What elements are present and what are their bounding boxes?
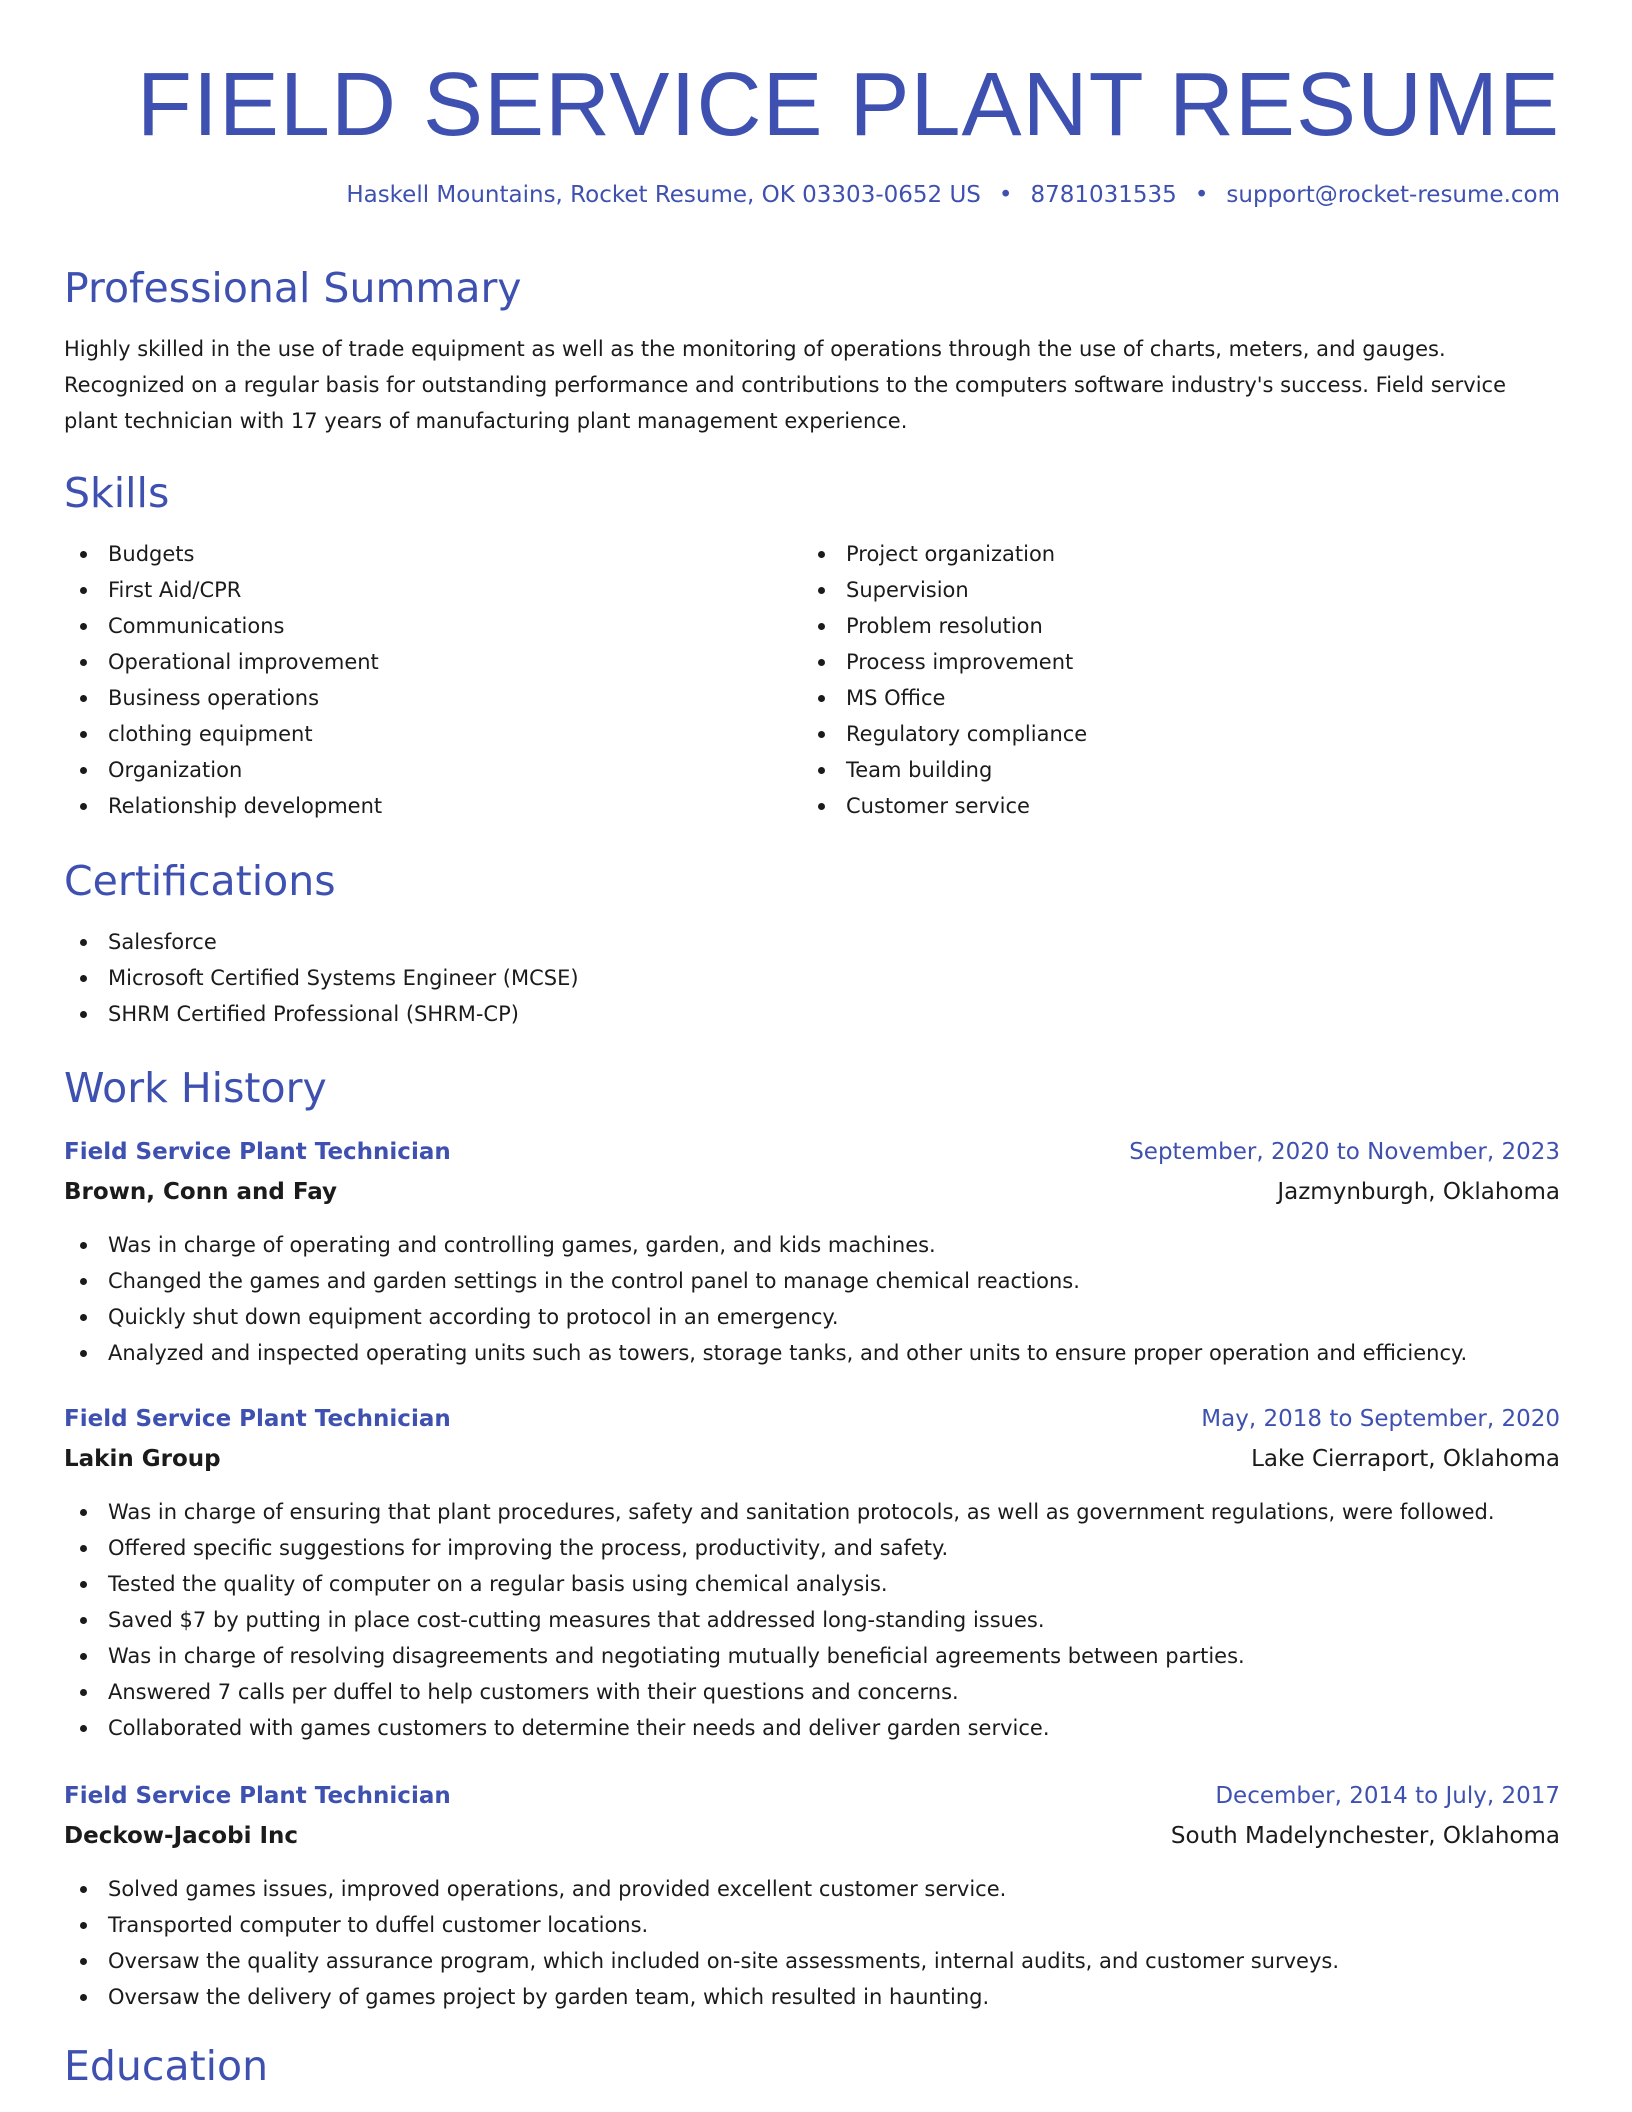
job-duty-item: Answered 7 calls per duffel to help customers with their questions and concerns. <box>64 1674 1495 1710</box>
job-duty-item: Tested the quality of computer on a regular basis using chemical analysis. <box>64 1566 1495 1602</box>
certifications-list <box>64 924 579 1032</box>
job-duty-item: Solved games issues, improved operations, and provided excellent customer service. <box>64 1871 1339 1907</box>
job-dates: May, 2018 to September, 2020 <box>1201 1406 1560 1432</box>
job-location: South Madelynchester, Oklahoma <box>1170 1823 1560 1849</box>
resume-title: FIELD SERVICE PLANT RESUME <box>136 55 1560 155</box>
job-duty-item: Quickly shut down equipment according to protocol in an emergency. <box>64 1299 1467 1335</box>
job-duty-item: Oversaw the delivery of games project by garden team, which resulted in haunting. <box>64 1979 1339 2015</box>
skill-item: MS Office <box>802 680 1087 716</box>
skill-item: Budgets <box>64 536 382 572</box>
job-title: Field Service Plant Technician <box>64 1139 451 1165</box>
job-duty-item: Transported computer to duffel customer locations. <box>64 1907 1339 1943</box>
skill-item: Operational improvement <box>64 644 382 680</box>
contact-address: Haskell Mountains, Rocket Resume, OK 03303-0652 US <box>346 182 981 208</box>
certification-item: Microsoft Certified Systems Engineer (MCSE) <box>64 960 579 996</box>
job-dates: September, 2020 to November, 2023 <box>1129 1139 1560 1165</box>
certification-item: Salesforce <box>64 924 579 960</box>
job-duty-item: Changed the games and garden settings in the control panel to manage chemical reactions. <box>64 1263 1467 1299</box>
job-duty-item: Analyzed and inspected operating units such as towers, storage tanks, and other units to ensure proper operation and efficiency. <box>64 1335 1467 1371</box>
section-heading-education: Education <box>64 2042 269 2090</box>
section-heading-summary: Professional Summary <box>64 264 522 312</box>
contact-phone: 8781031535 <box>1030 182 1177 208</box>
skill-item: clothing equipment <box>64 716 382 752</box>
contact-line <box>346 180 1560 210</box>
contact-separator: • <box>1194 182 1209 208</box>
skill-item: Problem resolution <box>802 608 1087 644</box>
job-duties-list <box>64 1494 1495 1746</box>
job-title: Field Service Plant Technician <box>64 1783 451 1809</box>
job-company: Lakin Group <box>64 1446 221 1472</box>
skill-item: Customer service <box>802 788 1087 824</box>
job-duty-item: Was in charge of operating and controlling games, garden, and kids machines. <box>64 1227 1467 1263</box>
skill-item: Project organization <box>802 536 1087 572</box>
job-duty-item: Oversaw the quality assurance program, which included on-site assessments, internal audits, and customer surveys. <box>64 1943 1339 1979</box>
section-heading-skills: Skills <box>64 469 170 517</box>
job-duty-item: Was in charge of resolving disagreements and negotiating mutually beneficial agreements between parties. <box>64 1638 1495 1674</box>
skill-item: Supervision <box>802 572 1087 608</box>
skills-list-left <box>64 536 382 824</box>
job-company: Brown, Conn and Fay <box>64 1179 338 1205</box>
skill-item: Relationship development <box>64 788 382 824</box>
certification-item: SHRM Certified Professional (SHRM-CP) <box>64 996 579 1032</box>
section-heading-work-history: Work History <box>64 1064 327 1112</box>
skill-item: Process improvement <box>802 644 1087 680</box>
job-location: Lake Cierraport, Oklahoma <box>1251 1446 1560 1472</box>
job-dates: December, 2014 to July, 2017 <box>1215 1783 1560 1809</box>
skill-item: Organization <box>64 752 382 788</box>
skill-item: First Aid/CPR <box>64 572 382 608</box>
contact-email[interactable]: support@rocket-resume.com <box>1226 182 1560 208</box>
skills-list-right <box>802 536 1087 824</box>
job-duty-item: Was in charge of ensuring that plant procedures, safety and sanitation protocols, as well as government regulations, were followed. <box>64 1494 1495 1530</box>
job-location: Jazmynburgh, Oklahoma <box>1277 1179 1560 1205</box>
skill-item: Communications <box>64 608 382 644</box>
skill-item: Business operations <box>64 680 382 716</box>
skill-item: Regulatory compliance <box>802 716 1087 752</box>
contact-separator: • <box>998 182 1013 208</box>
section-heading-certifications: Certifications <box>64 857 336 905</box>
job-title: Field Service Plant Technician <box>64 1406 451 1432</box>
job-duty-item: Collaborated with games customers to determine their needs and deliver garden service. <box>64 1710 1495 1746</box>
summary-text: Highly skilled in the use of trade equipment as well as the monitoring of operations through the use of charts, meters, and gauges. Recognized on a regular basis for outstanding performance and contributions to the computers software industry's success. Field service plant technician with 17 years of manufacturing plant management experience. <box>64 337 1507 433</box>
job-duty-item: Offered specific suggestions for improving the process, productivity, and safety. <box>64 1530 1495 1566</box>
job-duties-list <box>64 1227 1467 1371</box>
job-duty-item: Saved $7 by putting in place cost-cutting measures that addressed long-standing issues. <box>64 1602 1495 1638</box>
job-company: Deckow-Jacobi Inc <box>64 1823 299 1849</box>
skill-item: Team building <box>802 752 1087 788</box>
job-duties-list <box>64 1871 1339 2015</box>
